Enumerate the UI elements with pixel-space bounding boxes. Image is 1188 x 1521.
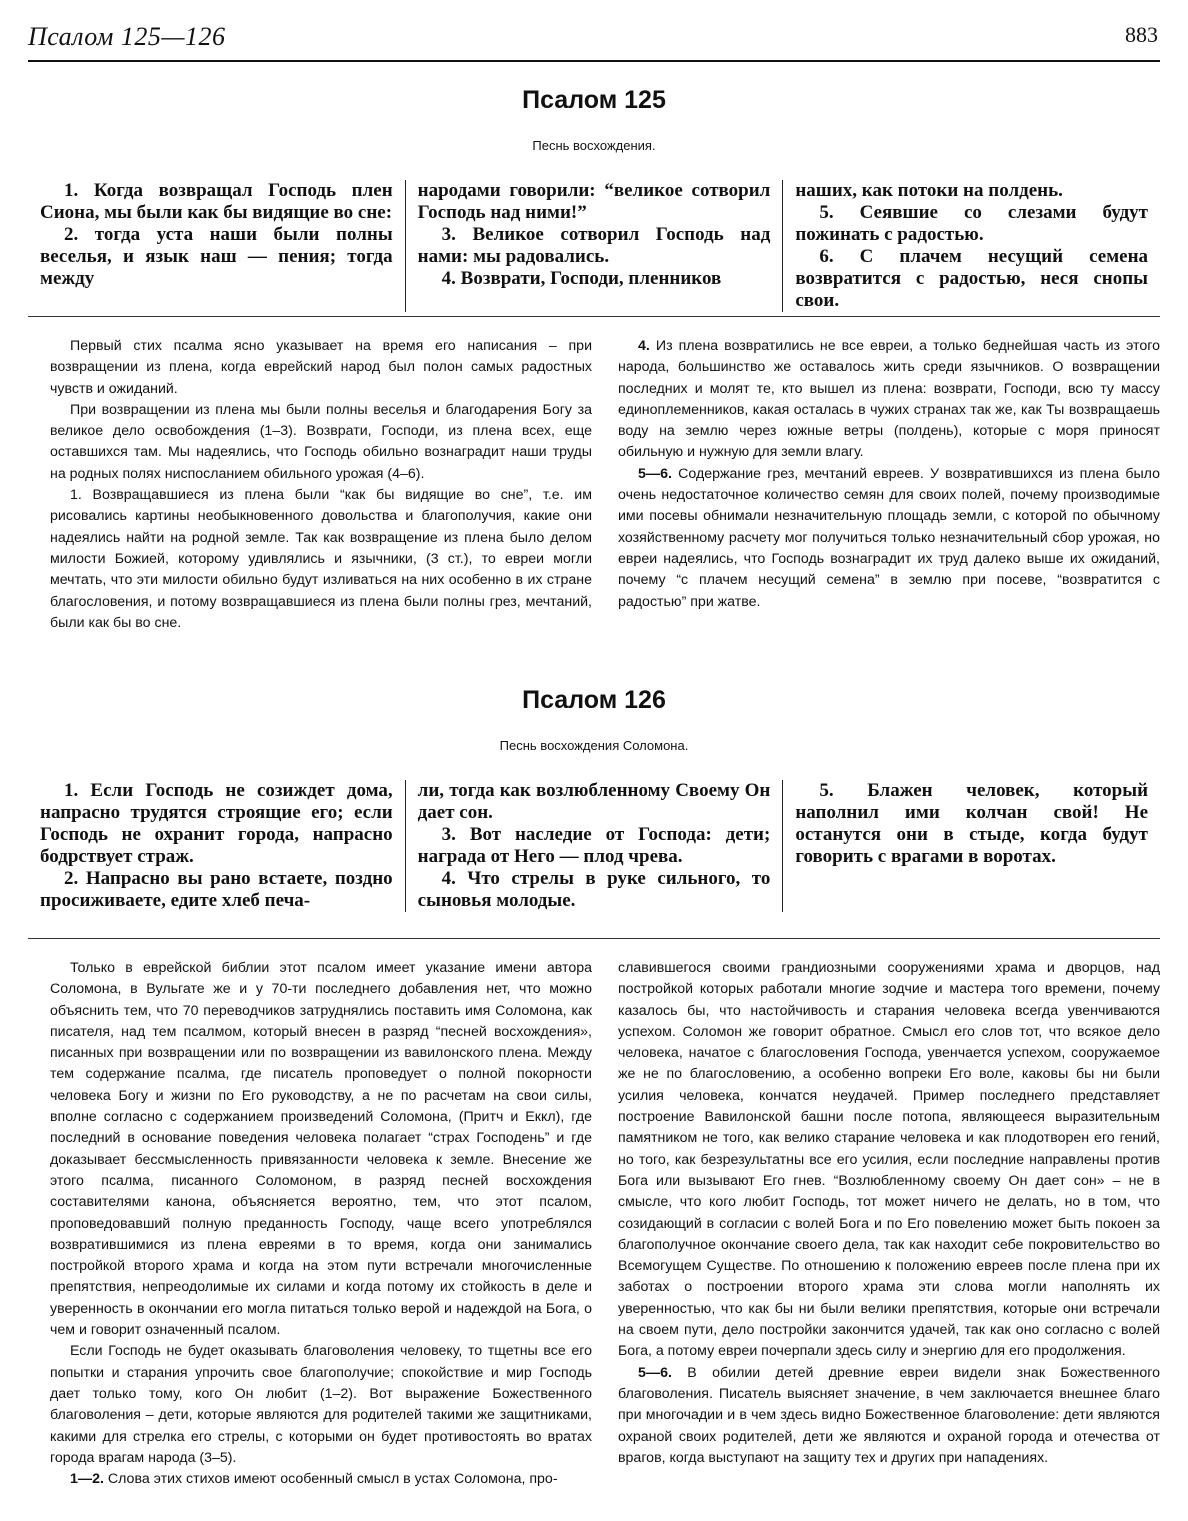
commentary-paragraph: Первый стих псалма ясно указывает на время его написания – при возвращении из плена, когда еврейский народ был полон самых радостных чувств и ожиданий. (50, 338, 592, 397)
verse-2: 2. Напрасно вы рано встаете, поздно просиживаете, едите хлеб печа- (40, 868, 393, 911)
running-head: Псалом 125—126 (28, 22, 226, 51)
psalm-126-title: Псалом 126 (522, 686, 666, 714)
verse-3: 3. Вот наследие от Господа: дети; награда от Него — плод чрева. (417, 824, 771, 867)
page-number: 883 (1125, 22, 1158, 47)
verse-2: 2. тогда уста наши были полны веселья, и язык наш — пения; тогда между (40, 224, 393, 289)
verse-2-continued: ли, тогда как возлюбленному Своему Он дает сон. (417, 780, 771, 823)
psalm-126-subtitle: Песнь восхождения Соломона. (499, 738, 689, 753)
verse-4: 4. Возврати, Господи, пленников (441, 268, 722, 289)
commentary-text: Из плена возвратились не все евреи, а только беднейшая часть из этого народа, большинство же оставалось жить среди язычников. О возвращении последних и молят те, кто вышел из плена: возврати, Господи, всю ту массу единоплеменников, какая осталась в чужих странах так же, как Ты возвращаешь воду на землю через южные ветры (полдень), которые с моря приносят обильную и нужную для земли влагу. (618, 338, 1160, 461)
verse-5: 5. Блажен человек, который наполнил ими колчан свой! Не останутся они в стыде, когда будут говорить с врагами в воротах. (795, 780, 1149, 867)
verse-column-2 (405, 180, 783, 312)
psalm-125-title: Псалом 125 (522, 86, 666, 114)
commentary-paragraph-continued: славившегося своими грандиозными сооружениями храма и дворцов, над постройкой которых работали многие зодчие и мастера того времени, почему казалось бы, что настойчивость и старания человека всегда увенчиваются успехом. Соломон же говорит обратное. Смысл его слов тот, что всякое дело человека, начатое с благословения Господа, увенчается успехом, сооружаемое же не по благословению, а особенно вопреки Его воле, каковы бы ни были усилия человека, кончатся неудачей. Пример последнего представляет построение Вавилонской башни после потопа, являющееся выразительным памятником не того, как велико старание человека и как плодотворен его гений, но того, как безрезультатны все его усилия, если последние направлены против Бога или вызывают Его гнев. “Возлюбленному своему Он дает сон» – не в смысле, что кого любит Господь, тот может ничего не делать, но в том, что созидающий в согласии с волей Бога и по Его повелению может быть покоен за благополучное окончание своего дела, так как находит себе покровительство во Всемогущем Существе. По отношению к положению евреев после плена при их заботах о построении второго храма эти слова могли наполнять их уверенностью, что как бы ни были велики препятствия, которые они встречали на своем пути, дело постройки закончится удачей, так как оно согласно с волей Бога, а потому евреи почерпали здесь силу и энергию для его продолжения. (618, 960, 1160, 1360)
verse-reference: 5—6. (638, 465, 672, 482)
commentary-column-right (618, 958, 1160, 1490)
verse-column-1 (28, 180, 405, 312)
commentary-paragraph: 1. Возвращавшиеся из плена были “как бы видящие во сне”, т.е. им рисовались картины необыкновенного довольства и благополучия, какие они надеялись найти на родной земле. Так как возвращение из плена было делом милости Божией, которому удивлялись и язычники, (3 ст.), то евреи могли мечтать, что эти милости обильно будут изливаться на них особенно в их стране благословения, и потому возвращавшиеся из плена были полны грез, мечтаний, были как бы во сне. (50, 487, 592, 631)
verse-1: 1. Когда возвращал Господь плен Сиона, мы были как бы видящие во сне: (40, 180, 393, 223)
commentary-paragraph: При возвращении из плена мы были полны веселья и благодарения Богу за великое дело освобождения (1–3). Возврати, Господи, из плена всех, еще оставшихся там. Мы надеялись, что Господь обильно вознаградит наши труды на родных полях ниспосланием обильного урожая (4–6). (50, 401, 592, 482)
commentary-column-right (618, 336, 1160, 634)
header-rule (28, 60, 1160, 62)
commentary-column-left (50, 958, 592, 1490)
verse-5: 5. Сеявшие со слезами будут пожинать с радостью. (795, 202, 1149, 245)
commentary-paragraph (50, 1469, 592, 1490)
commentary-text: Слова этих стихов имеют особенный смысл в устах Соломона, про- (107, 1471, 558, 1488)
commentary-paragraph (618, 1363, 1160, 1469)
commentary-text: Содержание грез, мечтаний евреев. У возвратившихся из плена было очень недостаточное количество семян для своих полей, почему производимые ими посевы обнимали незначительную площадь земли, с которой по обычному хозяйственному расчету мог получиться только незначительный сбор урожая, но евреи надеялись, что Господь вознаградит их труд далеко выше их ожиданий, почему “с плачем несущий семена” в землю при посеве, “возвратится с радостью” при жатве. (618, 465, 1160, 610)
commentary-paragraph (618, 336, 1160, 464)
verse-column-3 (782, 780, 1160, 912)
verse-2-continued: народами говорили: “великое сотворил Господь над ними!” (417, 180, 771, 223)
commentary-paragraph (618, 464, 1160, 613)
commentary-paragraph: Только в еврейской библии этот псалом имеет указание имени автора Соломона, в Вульгате же и у 70-ти последнего добавления нет, что можно объяснить тем, что 70 переводчиков затруднялись поставить имя Соломона, как писателя, над тем псалмом, который внесен в разряд “песней восхождения», писанных при возвращении или по возвращении из вавилонского плена. Между тем содержание псалма, где писатель проповедует о полной покорности человека Богу и жизни по Его руководству, а не по расчетам на свои силы, вполне согласно с содержанием произведений Соломона, (Притч и Еккл), где последний в основание поведения человека полагает “страх Господень” и где доказывает бессмысленность привязанности человека к земле. Внесение же этого псалма, писанного Соломоном, в разряд песней восхождения составителями канона, объясняется вероятно, тем, что этот псалом, проповедовавший полную преданность Господу, чаще всего употреблялся возвратившимися из плена евреями в то время, когда они занимались постройкой второго храма и когда на этом пути встречали многочисленные препятствия, непреодолимые их силами и когда потому их стойкость в деле и уверенность в окончании его могла питаться только верой и надеждой на Бога, о чем и говорит означенный псалом. (50, 960, 592, 1339)
verse-6: 6. С плачем несущий семена возвратится с радостью, неся снопы свои. (795, 246, 1149, 311)
verse-column-2 (405, 780, 783, 912)
verse-4-continued: наших, как потоки на полдень. (795, 180, 1063, 201)
section-rule (28, 316, 1160, 317)
verse-column-3 (782, 180, 1160, 312)
commentary-text: В обилии детей древние евреи видели знак Божественного благоволения. Писатель выясняет значение, в чем заключается внешнее благо при многочадии и в чем здесь видно Божественное благоволение: дети являются охраной своих родителей, дети же являются и охраной города и отечества от врагов, когда выступают на защиту тех и других при нападениях. (618, 1364, 1160, 1466)
psalm-125-commentary (50, 336, 1160, 634)
psalm-125-verses (28, 180, 1160, 312)
psalm-126-commentary (50, 958, 1160, 1490)
verse-4: 4. Что стрелы в руке сильного, то сыновья молодые. (417, 868, 771, 911)
psalm-125-subtitle: Песнь восхождения. (532, 138, 656, 153)
commentary-column-left (50, 336, 592, 634)
verse-1: 1. Если Господь не созиждет дома, напрасно трудятся строящие его; если Господь не охранит города, напрасно бодрствует страж. (40, 780, 393, 867)
commentary-paragraph: Если Господь не будет оказывать благоволения человеку, то тщетны все его попытки и старания упрочить свое благополучие; спокойствие и мир Господь дает только тому, кого Он любит (1–2). Вот выражение Божественного благоволения – дети, которые являются для родителей такими же защитниками, какими для стрелка его стрелы, с которыми он будет противостоять во вратах города врагам народа (3–5). (50, 1343, 592, 1466)
verse-reference: 4. (638, 338, 650, 354)
verse-3: 3. Великое сотворил Господь над нами: мы радовались. (417, 224, 771, 267)
psalm-126-verses (28, 780, 1160, 912)
verse-reference: 1—2. (70, 1471, 104, 1488)
verse-column-1 (28, 780, 405, 912)
verse-reference: 5—6. (638, 1364, 672, 1381)
section-rule (28, 938, 1160, 939)
